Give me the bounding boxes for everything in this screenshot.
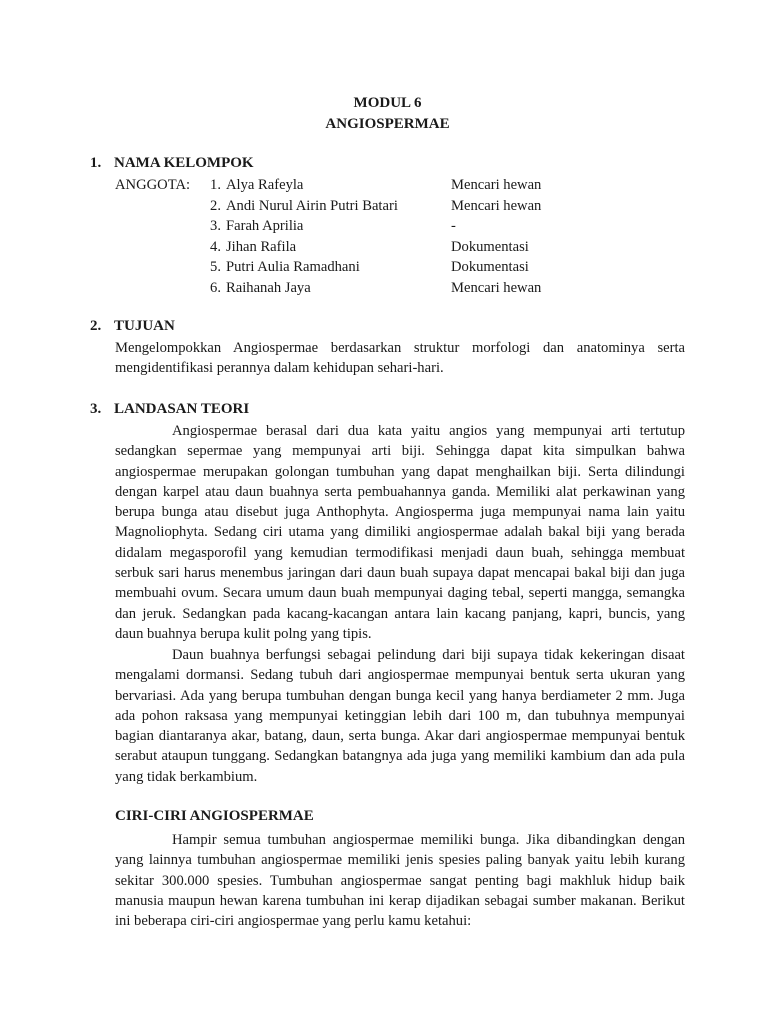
section-heading-tujuan	[90, 318, 175, 335]
member-number: 6.	[210, 279, 221, 296]
section-number: 1.	[90, 155, 102, 171]
member-name: Raihanah Jaya	[226, 279, 311, 296]
member-role: Mencari hewan	[451, 279, 542, 296]
member-name: Putri Aulia Ramadhani	[226, 259, 360, 275]
member-number: 4.	[210, 238, 221, 255]
member-number: 3.	[210, 218, 221, 234]
ciri-ciri-paragraph: Hampir semua tumbuhan angiospermae memiliki bunga. Jika dibandingkan dengan yang lainnya tumbuhan angiospermae memiliki jenis spesies paling banyak yaitu lebih kurang sekitar 300.000 spesies. Tumbuhan angiospermae sangat penting bagi makhluk hidup baik manusia maupun hewan karena tumbuhan ini kerap dijadikan sebagai sumber makanan. Berikut ini beberapa ciri-ciri angiospermae yang perlu kamu ketahui:	[115, 832, 685, 930]
members-label: ANGGOTA:	[115, 177, 191, 193]
module-subtitle: ANGIOSPERMAE	[325, 116, 450, 132]
section-heading-nama-kelompok	[90, 155, 254, 172]
section-title: TUJUAN	[114, 318, 175, 334]
member-role: Dokumentasi	[451, 238, 529, 255]
section-number: 3.	[90, 401, 102, 417]
section-title: NAMA KELOMPOK	[114, 155, 254, 171]
member-number: 1.	[210, 177, 221, 193]
member-number: 5.	[210, 259, 221, 275]
landasan-paragraph-1: Angiospermae berasal dari dua kata yaitu angios yang mempunyai arti tertutup sedangkan sepermae yang mempunyai arti biji. Sehingga dapat kita simpulkan bahwa angiospermae merupakan golongan tumbuhan yang dapat menghailkan biji. Serta dilindungi dengan karpel atau daun buahnya serta pembuahannya ganda. Memiliki alat perkawinan yang berupa bunga atau disebut juga Anthophyta. Angiosperma juga mempunyai nama lain yaitu Magnoliophyta. Sedang ciri utama yang dimiliki angiospermae adalah bakal biji yang berada didalam megasporofil yang kemudian termodifikasi menjadi daun buah, sehingga membuat serbuk sari harus menembus jaringan dari daun buah supaya dapat mencapai bakal biji dan juga membuahi ovum. Secara umum daun buah mempunyai daging tebal, seperti mangga, semangka dan jeruk. Sedangkan pada kacang-kacangan antara lain kacang panjang, kapri, buncis, yang daun buahnya berupa kulit polng yang tipis.	[115, 423, 685, 642]
member-name: Andi Nurul Airin Putri Batari	[226, 197, 398, 214]
member-role: Mencari hewan	[451, 197, 542, 214]
member-name: Jihan Rafila	[226, 238, 297, 255]
member-number: 2.	[210, 197, 221, 214]
landasan-paragraph-2: Daun buahnya berfungsi sebagai pelindung dari biji supaya tidak kekeringan disaat mengalami dormansi. Sedang tubuh dari angiospermae mempunyai bentuk serta ukuran yang bervariasi. Ada yang berupa tumbuhan dengan bunga kecil yang hanya berdiameter 2 mm. Juga ada pohon raksasa yang mempunyai ketinggian lebih dari 100 m, dan tubuhnya mempunyai bagian diantaranya akar, batang, daun, serta bunga. Akar dari angiospermae mempunyai bentuk serabut ataupun tunggang. Sedangkan batangnya ada juga yang memiliki kambium dan ada pula yang tidak berkambium.	[115, 647, 685, 785]
member-name: Alya Rafeyla	[226, 177, 304, 193]
section-heading-landasan-teori	[90, 401, 249, 418]
member-role: Mencari hewan	[451, 177, 542, 193]
tujuan-text: Mengelompokkan Angiospermae berdasarkan struktur morfologi dan anatominya serta mengidentifikasi perannya dalam kehidupan sehari-hari.	[115, 340, 685, 377]
section-title: LANDASAN TEORI	[114, 401, 250, 417]
member-role: Dokumentasi	[451, 259, 529, 275]
member-name: Farah Aprilia	[226, 218, 304, 234]
section-heading-ciri-ciri: CIRI-CIRI ANGIOSPERMAE	[115, 808, 314, 824]
member-role: -	[451, 218, 456, 234]
section-number: 2.	[90, 318, 102, 334]
module-title: MODUL 6	[353, 95, 422, 111]
